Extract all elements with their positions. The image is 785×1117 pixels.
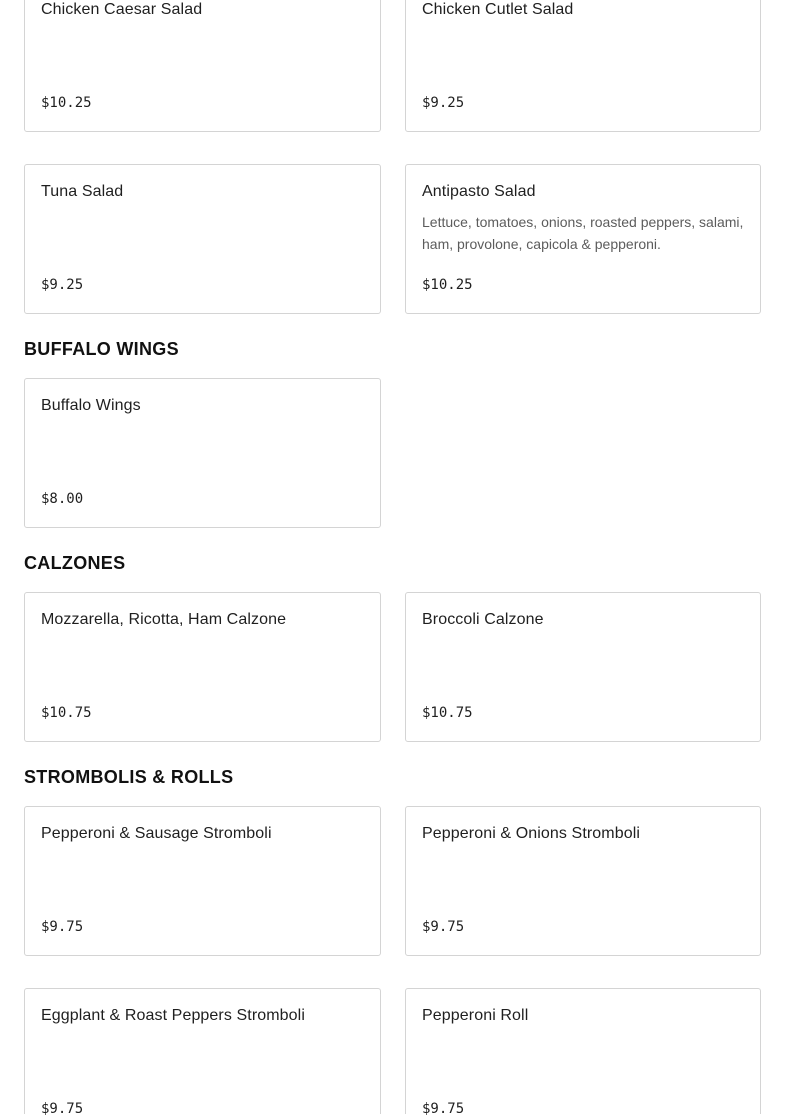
menu-item-name: Chicken Caesar Salad — [41, 1, 203, 18]
menu-item-name: Buffalo Wings — [41, 397, 141, 414]
section-title-strombolis-rolls: STROMBOLIS & ROLLS — [24, 767, 234, 787]
menu-item-card[interactable] — [405, 0, 761, 132]
menu-item-price: $10.25 — [41, 95, 92, 111]
menu-item-card[interactable] — [24, 592, 381, 742]
menu-item-card[interactable] — [24, 806, 381, 956]
menu-item-name: Chicken Cutlet Salad — [422, 1, 574, 18]
section-title-buffalo-wings: BUFFALO WINGS — [24, 339, 179, 359]
section-title-calzones: CALZONES — [24, 553, 126, 573]
menu-item-card[interactable] — [24, 988, 381, 1117]
menu-item-price: $10.75 — [41, 705, 92, 721]
menu-item-name: Pepperoni Roll — [422, 1007, 529, 1024]
menu-item-name: Antipasto Salad — [422, 183, 536, 200]
menu-item-price: $10.75 — [422, 705, 473, 721]
menu-item-card[interactable] — [24, 0, 381, 132]
menu-item-price: $9.25 — [41, 277, 84, 293]
menu-item-description: Lettuce, tomatoes, onions, roasted peppers, salami, ham, provolone, capicola & pepperoni. — [422, 214, 744, 252]
menu-item-price: $9.75 — [422, 919, 465, 935]
menu-item-name: Eggplant & Roast Peppers Stromboli — [41, 1007, 305, 1024]
menu-item-name: Broccoli Calzone — [422, 611, 544, 628]
menu-item-card[interactable] — [24, 378, 381, 528]
menu-item-price: $10.25 — [422, 277, 473, 293]
menu-item-card[interactable] — [405, 988, 761, 1117]
menu-item-price: $9.25 — [422, 95, 465, 111]
menu-item-name: Pepperoni & Onions Stromboli — [422, 825, 641, 842]
menu-item-price: $9.75 — [422, 1101, 465, 1117]
menu-item-card[interactable] — [405, 806, 761, 956]
menu-item-name: Pepperoni & Sausage Stromboli — [41, 825, 272, 842]
menu-item-price: $9.75 — [41, 919, 84, 935]
menu-item-card[interactable] — [24, 164, 381, 314]
menu-item-card[interactable] — [405, 164, 761, 314]
menu-item-name: Tuna Salad — [41, 183, 124, 200]
menu-item-price: $8.00 — [41, 491, 84, 507]
menu-item-name: Mozzarella, Ricotta, Ham Calzone — [41, 611, 287, 628]
menu-item-price: $9.75 — [41, 1101, 84, 1117]
menu-item-card[interactable] — [405, 592, 761, 742]
